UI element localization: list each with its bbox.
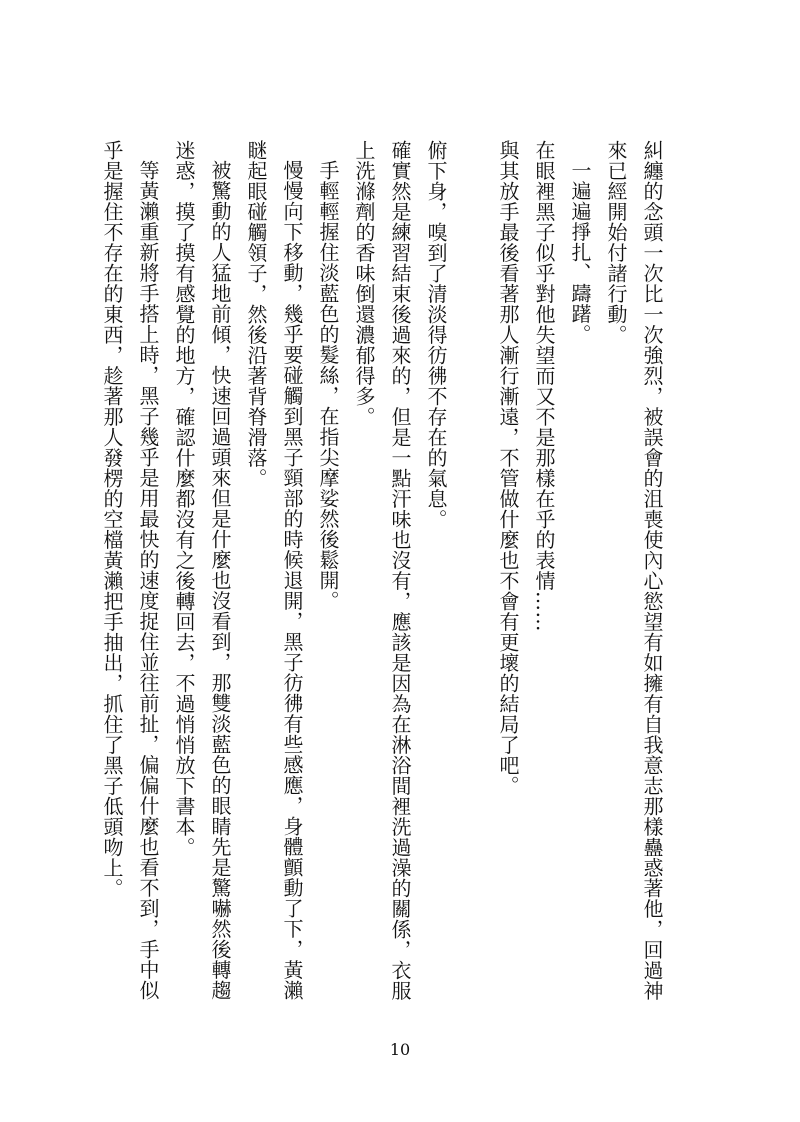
paragraph-6: 確實然是練習結束後過來的，但是一點汗味也沒有，應該是因為在淋浴間裡洗過澡的關係，衣服上洗滌劑的香味倒還濃郁得多。 [352, 140, 412, 1001]
paragraph-8: 慢慢向下移動，幾乎要碰觸到黑子頸部的時候退開，黑子彷彿有些感應，身體顫動了下，黃瀨瞇起眼碰觸領子，然後沿著背脊滑落。 [244, 140, 304, 1001]
paragraph-spacer [454, 140, 490, 1020]
paragraph-9: 被驚動的人猛地前傾，快速回過頭來但是什麼也沒看到，那雙淡藍色的眼睛先是驚嚇然後轉趨迷惑，摸了摸有感覺的地方，確認什麼都沒有之後轉回去，不過悄悄放下書本。 [172, 140, 232, 1001]
vertical-text-body [94, 140, 670, 1020]
paragraph-3: 在眼裡黑子似乎對他失望而又不是那樣在乎的表情…… [532, 140, 556, 632]
paragraph-5: 俯下身，嗅到了清淡得彷彿不存在的氣息。 [424, 140, 448, 530]
paragraph-2: 一遍遍掙扎、躊躇。 [568, 160, 592, 345]
paragraph-1: 糾纏的念頭一次比一次強烈，被誤會的沮喪使內心慾望有如擁有自我意志那樣蠱惑著他，回過神來已經開始付諸行動。 [604, 140, 664, 1001]
page-number: 10 [389, 1040, 411, 1059]
paragraph-7: 手輕輕握住淡藍色的髮絲，在指尖摩娑然後鬆開。 [316, 160, 340, 611]
paragraph-10: 等黃瀨重新將手搭上時，黑子幾乎是用最快的速度捉住並往前扯，偏偏什麼也看不到，手中似乎是握住不存在的東西，趁著那人發楞的空檔黃瀨把手抽出，抓住了黑子低頭吻上。 [100, 140, 160, 1001]
paragraph-4: 與其放手最後看著那人漸行漸遠，不管做什麼也不會有更壞的結局了吧。 [496, 140, 520, 796]
